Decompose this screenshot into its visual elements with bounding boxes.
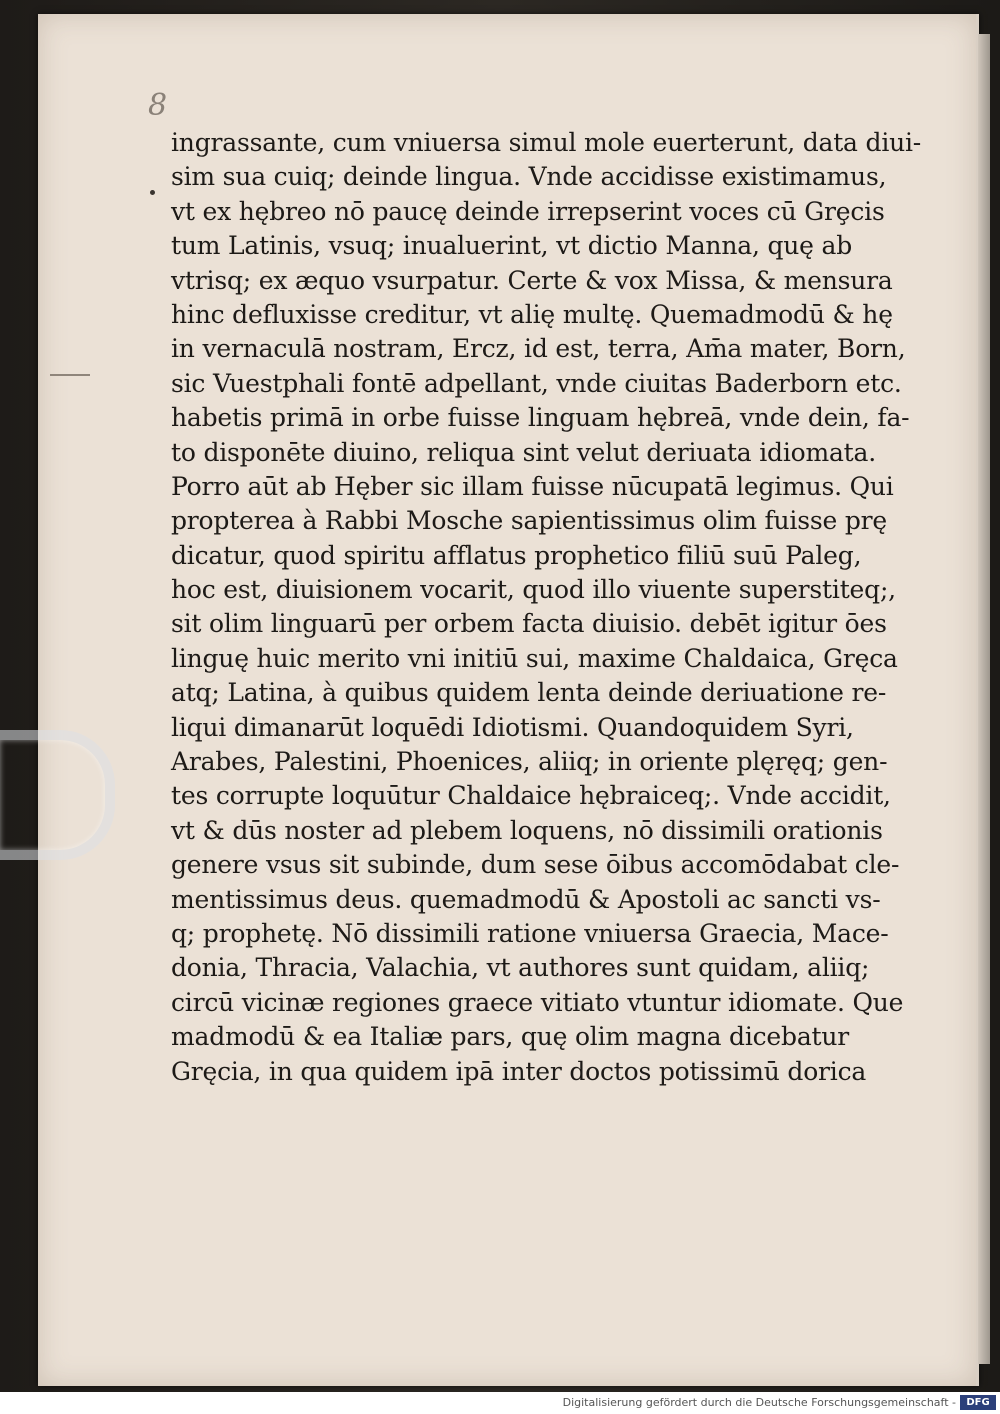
text-line: in vernaculā nostram, Ercz, id est, terra, Am̄a mater, Born, <box>171 334 906 364</box>
text-line: donia, Thracia, Valachia, vt authores sunt quidam, aliiq; <box>171 953 870 983</box>
text-line: tes corrupte loquūtur Chaldaice hębraiceq;. Vnde accidit, <box>171 781 891 811</box>
text-line: liqui dimanarūt loquēdi Idiotismi. Quandoquidem Syri, <box>171 712 854 742</box>
text-line: atq; Latina, à quibus quidem lenta deinde deriuatione re- <box>171 678 887 708</box>
text-line: ingrassante, cum vniuersa simul mole euerterunt, data diui- <box>171 128 922 157</box>
body-text <box>171 126 951 1089</box>
text-line: Gręcia, in qua quidem ipā inter doctos potissimū dorica <box>171 1056 867 1086</box>
page-edge <box>978 34 990 1364</box>
text-line: hoc est, diuisionem vocarit, quod illo viuente superstiteq;, <box>171 575 896 605</box>
text-line: tum Latinis, vsuq; inualuerint, vt dictio Manna, quę ab <box>171 231 852 261</box>
book-page <box>38 14 979 1386</box>
text-line: vt & dūs noster ad plebem loquens, nō dissimili orationis <box>171 815 883 845</box>
plastic-clip <box>0 730 115 860</box>
text-line: Porro aūt ab Hęber sic illam fuisse nūcupatā legimus. Qui <box>171 471 894 501</box>
text-line: mentissimus deus. quemadmodū & Apostoli ac sancti vs- <box>171 884 881 914</box>
text-line: circū vicinæ regiones graece vitiato vtuntur idiomate. Que <box>171 987 904 1017</box>
text-line: sit olim linguarū per orbem facta diuisio. debēt igitur ōes <box>171 609 887 639</box>
text-line: hinc defluxisse creditur, vt alię multę. Quemadmodū & hę <box>171 299 893 329</box>
text-line: habetis primā in orbe fuisse linguam hębreā, vnde dein, fa- <box>171 403 910 433</box>
text-line: to disponēte diuino, reliqua sint velut deriuata idiomata. <box>171 437 876 467</box>
scan-footer <box>0 1392 1000 1414</box>
text-line: genere vsus sit subinde, dum sese ōibus accomōdabat cle- <box>171 850 900 880</box>
text-line: vt ex hębreo nō paucę deinde irrepserint voces cū Grȩcis <box>171 196 885 226</box>
margin-mark <box>50 374 90 376</box>
text-line: madmodū & ea Italiæ pars, quę olim magna dicebatur <box>171 1022 850 1052</box>
text-line: q; prophetę. Nō dissimili ratione vniuersa Graecia, Mace- <box>171 918 889 948</box>
text-line: linguę huic merito vni initiū sui, maxime Chaldaica, Gręca <box>171 643 898 673</box>
ink-dot <box>150 190 155 195</box>
dfg-logo-icon: DFG <box>960 1395 996 1410</box>
folio-number: 8 <box>148 88 168 123</box>
text-line: propterea à Rabbi Mosche sapientissimus olim fuisse prę <box>171 506 887 536</box>
text-line: Arabes, Palestini, Phoenices, aliiq; in oriente plęręq; gen- <box>171 747 888 777</box>
text-line: dicatur, quod spiritu afflatus prophetico filiū suū Paleg, <box>171 540 862 570</box>
text-line: vtrisq; ex æquo vsurpatur. Certe & vox Missa, & mensura <box>171 265 893 295</box>
text-line: sim sua cuiq; deinde lingua. Vnde accidisse existimamus, <box>171 162 887 192</box>
text-line: sic Vuestphali fontē adpellant, vnde ciuitas Baderborn etc. <box>171 368 902 398</box>
dfg-credit: Digitalisierung gefördert durch die Deutsche Forschungsgemeinschaft - <box>562 1396 956 1409</box>
